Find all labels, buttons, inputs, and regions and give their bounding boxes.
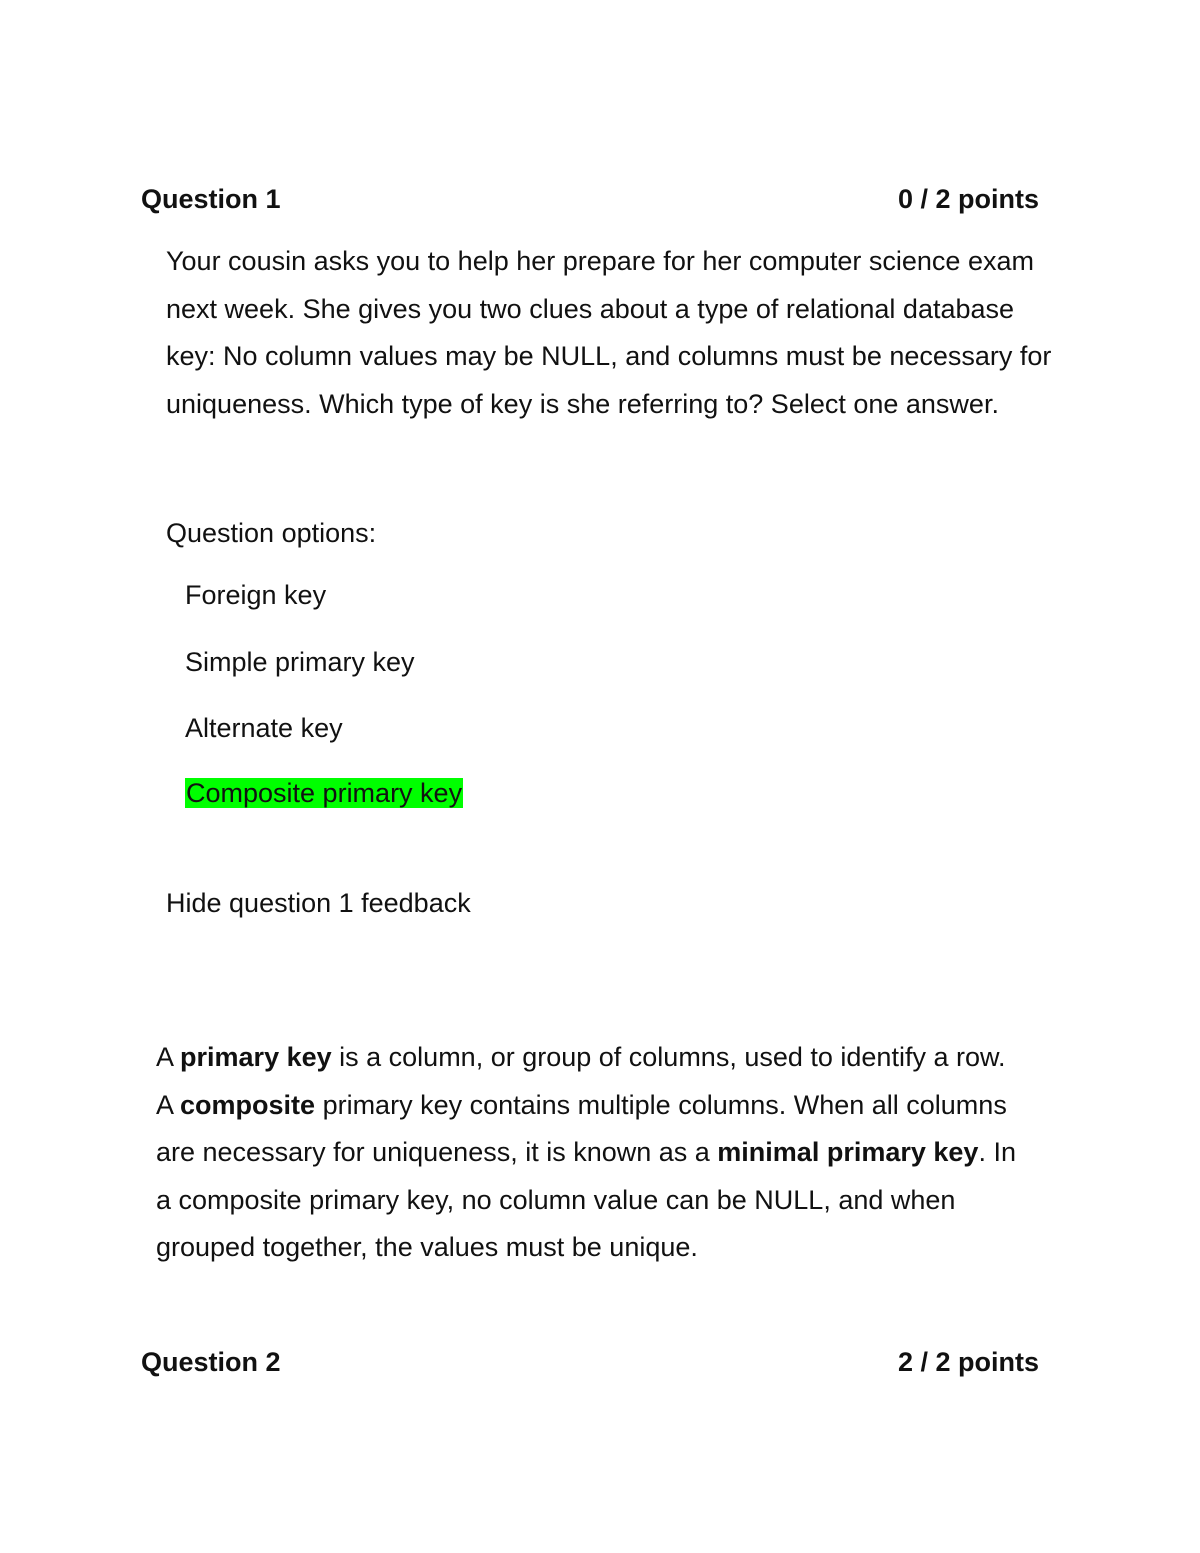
option-alternate-key[interactable] — [185, 710, 343, 746]
feedback-text: A — [156, 1042, 181, 1072]
feedback-text: is a column, or group of columns, used to identify a row. A — [156, 1042, 1006, 1120]
question-1-prompt: Your cousin asks you to help her prepare for her computer science exam next week. She gives you two clues about a type of relational database key: No column values may be NULL, and columns must be necessary for uniqueness. Which type of key is she referring to? Select one answer. — [166, 246, 1052, 419]
selected-answer-highlight: Composite primary key — [186, 778, 463, 808]
hide-feedback-link[interactable]: Hide question 1 feedback — [166, 888, 471, 918]
option-label: Simple primary key — [185, 647, 415, 677]
question-2-score: 2 / 2 points — [897, 1347, 1039, 1377]
option-simple-primary-key[interactable] — [185, 644, 415, 680]
question-1-title: Question 1 — [141, 184, 281, 214]
feedback-term-composite: composite — [180, 1089, 316, 1120]
question-1-score: 0 / 2 points — [897, 184, 1039, 214]
feedback-text: . In a composite primary key, no column value can be NULL, and when grouped together, the values must be unique. — [156, 1137, 1016, 1263]
option-composite-primary-key[interactable] — [185, 775, 463, 811]
question-2-header — [141, 1346, 1039, 1378]
option-label: Foreign key — [185, 580, 327, 610]
question-2-title: Question 2 — [141, 1347, 281, 1377]
feedback-term-primary-key: primary key — [180, 1042, 332, 1072]
option-foreign-key[interactable] — [185, 577, 326, 613]
feedback-term-minimal-primary-key: minimal primary key — [717, 1137, 979, 1168]
question-options-label: Question options: — [166, 518, 377, 548]
question-1-header — [141, 183, 1039, 215]
question-1-feedback — [156, 1034, 1026, 1272]
option-label: Alternate key — [185, 713, 343, 743]
feedback-text: primary key contains multiple columns. When all columns are necessary for uniqueness, it is known as a — [156, 1089, 1007, 1168]
